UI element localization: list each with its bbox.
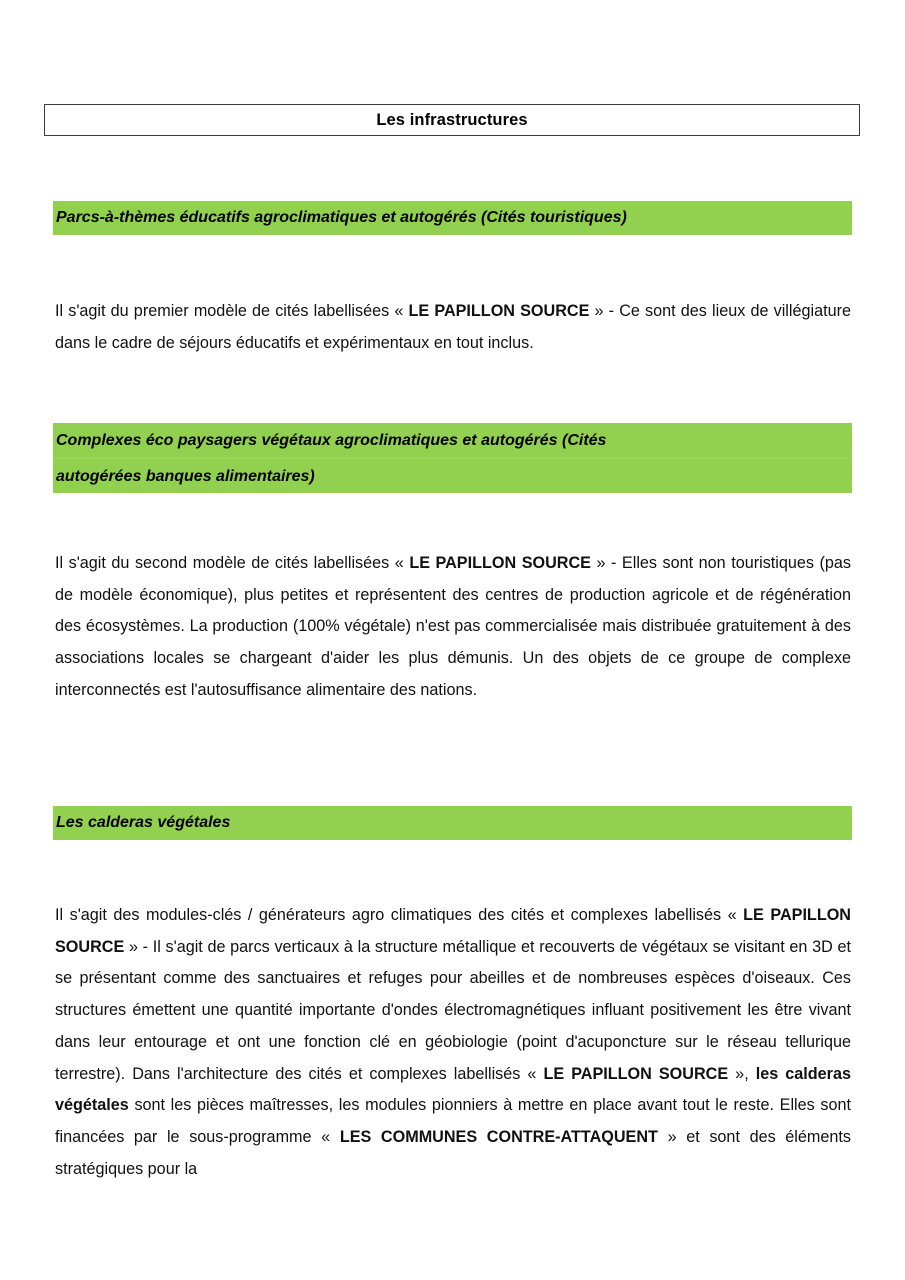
page-title: Les infrastructures — [376, 110, 528, 129]
section-heading-line: Parcs-à-thèmes éducatifs agroclimatiques et autogérés (Cités touristiques) — [56, 209, 627, 226]
section-heading-parcs-a-themes — [53, 201, 852, 235]
section-heading-line: Complexes éco paysagers végétaux agroclimatiques et autogérés (Cités — [53, 423, 852, 459]
page-title-box — [44, 104, 860, 136]
section-paragraph-parcs-a-themes: Il s'agit du premier modèle de cités labellisées « LE PAPILLON SOURCE » - Ce sont des lieux de villégiature dans le cadre de séjours éducatifs et expérimentaux en tout inclus. — [55, 302, 851, 352]
section-heading-complexes-eco-paysagers — [53, 423, 852, 493]
section-paragraph-complexes-eco-paysagers: Il s'agit du second modèle de cités labellisées « LE PAPILLON SOURCE » - Elles sont non touristiques (pas de modèle économique), plus petites et représentent des centres de production agricole et de régénération des écosystèmes. La production (100% végétale) n'est pas commercialisée mais distribuée gratuitement à des associations locales se chargeant d'aider les plus démunis. Un des objets de ce groupe de complexe interconnectés est l'autosuffisance alimentaire des nations. — [55, 554, 852, 699]
section-heading-line: Les calderas végétales — [56, 814, 231, 831]
section-heading-line: autogérées banques alimentaires) — [56, 468, 315, 485]
section-heading-calderas-vegetales — [53, 806, 852, 840]
section-paragraph-calderas-vegetales: Il s'agit des modules-clés / générateurs agro climatiques des cités et complexes labellisés « LE PAPILLON SOURCE » - Il s'agit de parcs verticaux à la structure métallique et recouverts de végétaux se visitant en 3D et se présentant comme des sanctuaires et refuges pour abeilles et de nombreuses espèces d'oiseaux. Ces structures émettent une quantité importante d'ondes électromagnétiques influant positivement les être vivant dans leur entourage et ont une fonction clé en géobiologie (point d'acuponcture sur le réseau tellurique terrestre). Dans l'architecture des cités et complexes labellisés « LE PAPILLON SOURCE », les calderas végétales sont les pièces maîtresses, les modules pionniers à mettre en place avant tout le reste. Elles sont financées par le sous-programme « LES COMMUNES CONTRE-ATTAQUENT » et sont des éléments stratégiques pour la — [55, 906, 851, 1178]
